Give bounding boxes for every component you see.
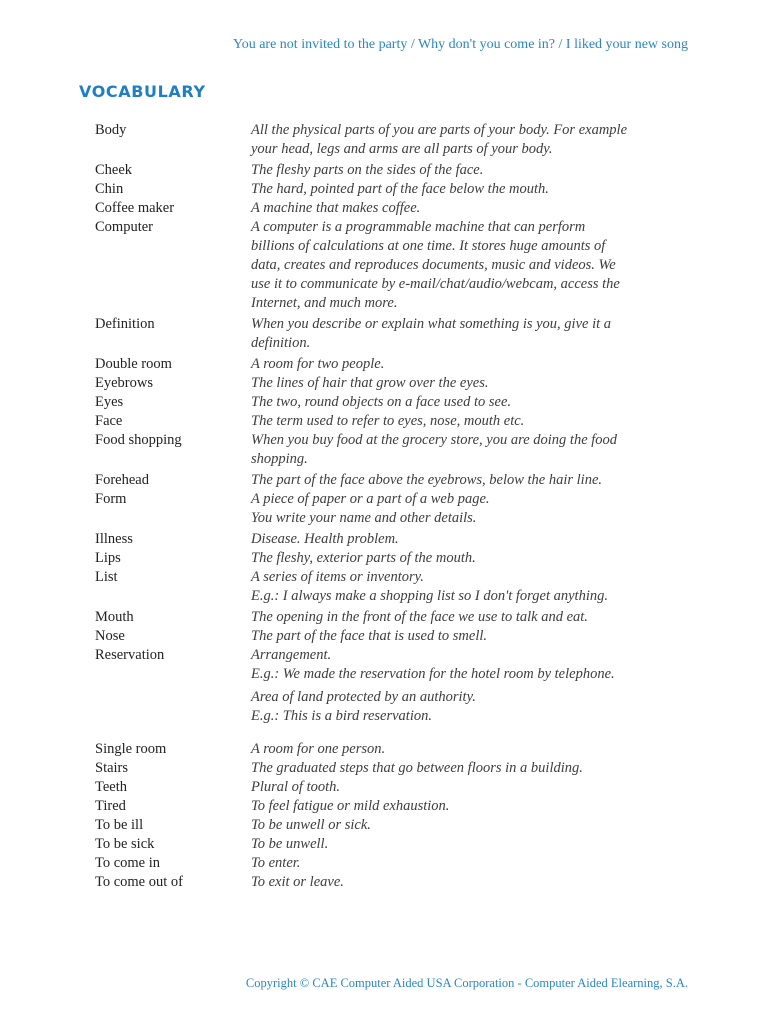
definition-line: Disease. Health problem. [251,531,399,547]
vocab-definition [251,759,695,778]
vocab-definition [251,161,695,180]
vocab-entry [95,740,695,759]
vocab-definition [251,740,695,759]
definition-line: E.g.: We made the reservation for the hotel room by telephone. [251,666,615,682]
vocab-entry [95,199,695,218]
vocab-definition [251,530,695,549]
vocab-definition [251,568,695,606]
vocab-definition [251,471,695,490]
definition-line: The part of the face above the eyebrows, below the hair line. [251,472,603,488]
definition-line: The part of the face that is used to smell. [251,628,488,644]
vocab-entry [95,180,695,199]
vocab-definition [251,412,695,431]
vocab-term: Lips [95,550,121,566]
vocab-definition [251,608,695,627]
vocab-definition [251,315,695,353]
vocab-definition [251,374,695,393]
vocab-entry [95,646,695,726]
vocab-term: Face [95,413,123,429]
vocab-entry [95,759,695,778]
vocab-term: Food shopping [95,432,182,448]
definition-line: shopping. [251,451,308,467]
vocab-entry [95,315,695,353]
vocab-entry [95,627,695,646]
vocab-term: Nose [95,628,125,644]
definition-line: definition. [251,335,311,351]
vocab-definition [251,393,695,412]
definition-line: data, creates and reproduces documents, music and videos. We [251,257,616,273]
vocab-term: Computer [95,219,153,235]
vocab-term: List [95,569,118,585]
vocab-term: Eyebrows [95,375,153,391]
vocab-term: Teeth [95,779,127,795]
definition-line: To enter. [251,855,301,871]
vocab-term: Stairs [95,760,129,776]
vocab-definition [251,180,695,199]
vocab-term: Mouth [95,609,134,625]
vocab-term: Reservation [95,647,165,663]
vocab-definition [251,355,695,374]
definition-line: Arrangement. [251,647,332,663]
definition-line: When you buy food at the grocery store, you are doing the food [251,432,618,448]
vocab-definition [251,549,695,568]
vocab-entry [95,412,695,431]
vocab-entry [95,608,695,627]
vocab-entry [95,218,695,313]
vocab-entry [95,471,695,490]
definition-line: To be unwell. [251,836,329,852]
definition-line: Area of land protected by an authority. [251,689,476,705]
vocab-entry [95,854,695,873]
vocab-entry [95,393,695,412]
definition-line: To exit or leave. [251,874,344,890]
vocab-term: Chin [95,181,124,197]
definition-line: The hard, pointed part of the face below the mouth. [251,181,549,197]
vocab-definition [251,646,695,726]
vocab-entry [95,568,695,606]
vocab-term: Cheek [95,162,133,178]
vocab-term: Eyes [95,394,124,410]
definition-line: The fleshy, exterior parts of the mouth. [251,550,476,566]
vocab-term: Forehead [95,472,149,488]
vocab-term: To come out of [95,874,183,890]
vocab-definition [251,835,695,854]
definition-line: When you describe or explain what something is you, give it a [251,316,612,332]
vocab-entry [95,873,695,892]
vocab-entry [95,355,695,374]
vocab-definition [251,873,695,892]
vocab-entry [95,490,695,528]
definition-line: E.g.: I always make a shopping list so I don't forget anything. [251,588,608,604]
vocab-definition [251,627,695,646]
definition-line: You write your name and other details. [251,510,477,526]
vocab-definition [251,797,695,816]
definition-line: The graduated steps that go between floors in a building. [251,760,583,776]
vocab-definition [251,854,695,873]
definition-line: The two, round objects on a face used to see. [251,394,512,410]
definition-line: All the physical parts of you are parts of your body. For example [251,122,628,138]
vocab-term: Single room [95,741,167,757]
vocab-term: Illness [95,531,133,547]
vocab-term: Form [95,491,127,507]
vocab-term: To come in [95,855,161,871]
copyright-footer: Copyright © CAE Computer Aided USA Corporation - Computer Aided Elearning, S.A. [245,976,688,990]
definition-line: use it to communicate by e-mail/chat/audio/webcam, access the [251,276,620,292]
definition-line: The term used to refer to eyes, nose, mouth etc. [251,413,525,429]
page-header: You are not invited to the party / Why don't you come in? / I liked your new song [233,37,688,52]
vocab-term: To be sick [95,836,155,852]
vocab-entry [95,530,695,549]
definition-line: E.g.: This is a bird reservation. [251,708,432,724]
vocab-entry [95,816,695,835]
definition-line: The lines of hair that grow over the eyes. [251,375,489,391]
vocab-definition [251,490,695,528]
vocab-entry [95,835,695,854]
vocab-entry [95,778,695,797]
vocab-term: Double room [95,356,172,372]
vocab-entry [95,121,695,159]
definition-line: Internet, and much more. [251,295,398,311]
definition-line: The opening in the front of the face we use to talk and eat. [251,609,588,625]
vocab-definition [251,121,695,159]
definition-line: your head, legs and arms are all parts of your body. [251,141,553,157]
vocab-entry [95,431,695,469]
vocab-term: Coffee maker [95,200,175,216]
definition-line: A room for two people. [251,356,385,372]
definition-line: To feel fatigue or mild exhaustion. [251,798,450,814]
definition-line: A piece of paper or a part of a web page. [251,491,490,507]
definition-line: To be unwell or sick. [251,817,371,833]
vocab-definition [251,199,695,218]
definition-line: billions of calculations at one time. It stores huge amounts of [251,238,606,254]
definition-line: Plural of tooth. [251,779,341,795]
vocab-term: Definition [95,316,155,332]
vocab-definition [251,431,695,469]
definition-line: A room for one person. [251,741,386,757]
vocabulary-list [95,121,695,892]
vocab-definition [251,816,695,835]
vocab-term: Body [95,122,127,138]
definition-line: A computer is a programmable machine that can perform [251,219,586,235]
vocab-term: Tired [95,798,126,814]
vocab-entry [95,797,695,816]
vocab-entry [95,161,695,180]
definition-line: The fleshy parts on the sides of the face. [251,162,484,178]
vocab-term: To be ill [95,817,144,833]
vocab-entry [95,374,695,393]
vocab-definition [251,778,695,797]
vocab-definition [251,218,695,313]
section-title: VOCABULARY [79,82,206,101]
definition-line: A series of items or inventory. [251,569,424,585]
definition-line: A machine that makes coffee. [251,200,421,216]
vocab-entry [95,549,695,568]
